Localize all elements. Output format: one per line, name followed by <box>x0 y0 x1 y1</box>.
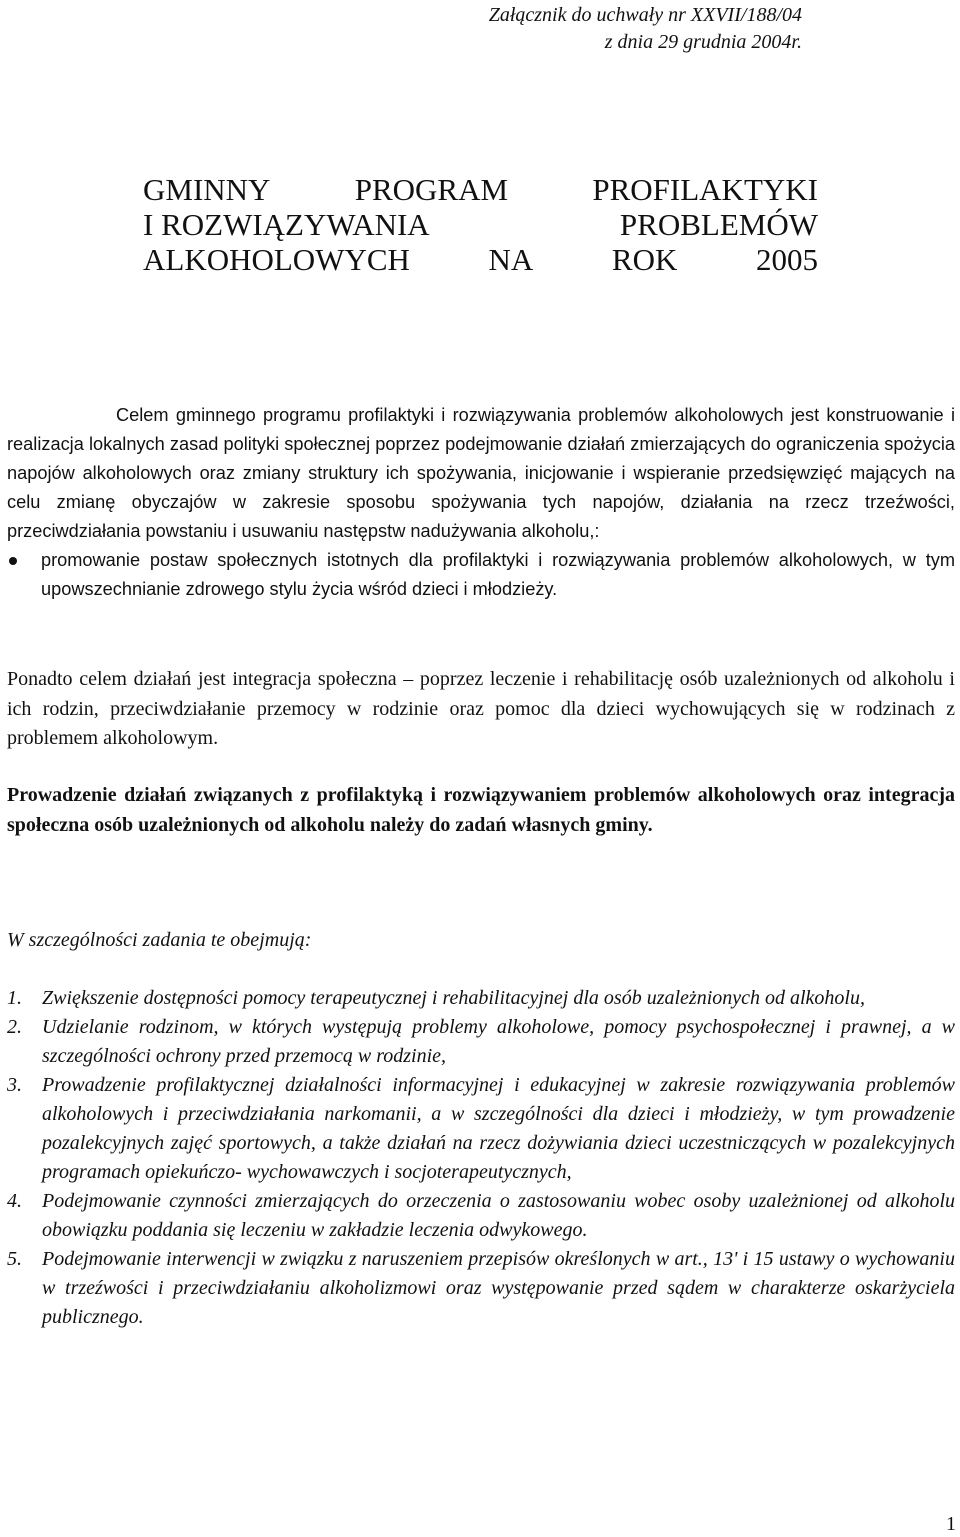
own-tasks-paragraph: Prowadzenie działań związanych z profilaktyką i rozwiązywaniem problemów alkoholowych oraz integracja społeczna osób uzależnionych od alkoholu należy do zadań własnych gminy. <box>7 784 955 836</box>
title-word: ROK <box>611 242 678 277</box>
bullet-item <box>7 546 955 604</box>
program-goal-section <box>7 401 955 604</box>
header-date-line: z dnia 29 grudnia 2004r. <box>604 31 802 53</box>
bullet-text: promowanie postaw społecznych istotnych dla profilaktyki i rozwiązywania problemów alkoholowych, w tym upowszechnianie zdrowego stylu życia wśród dzieci i młodzieży. <box>41 550 955 599</box>
task-text: Udzielanie rodzinom, w których występują problemy alkoholowe, pomocy psychospołecznej i prawnej, a w szczególności ochrony przed przemocą w rodzinie, <box>42 1016 955 1067</box>
title-word: PROBLEMÓW <box>619 207 818 242</box>
document-title <box>143 172 818 277</box>
task-number: 5. <box>7 1248 22 1270</box>
task-number: 4. <box>7 1190 22 1212</box>
title-word: NA <box>488 242 534 277</box>
task-item <box>7 1071 955 1187</box>
task-item <box>7 1013 955 1071</box>
integration-paragraph: Ponadto celem działań jest integracja społeczna – poprzez leczenie i rehabilitację osób uzależnionych od alkoholu i ich rodzin, przeciwdziałanie przemocy w rodzinie oraz pomoc dla dzieci wychowujących się w rodzinach z problemem alkoholowym. <box>7 668 955 749</box>
title-word: ALKOHOLOWYCH <box>143 242 410 277</box>
page-number: 1 <box>946 1513 956 1535</box>
title-word: PROGRAM <box>354 172 509 207</box>
bullet-icon <box>7 546 41 604</box>
title-line-1 <box>143 172 818 207</box>
program-goal-paragraph: Celem gminnego programu profilaktyki i rozwiązywania problemów alkoholowych jest konstruowanie i realizacja lokalnych zasad polityki społecznej poprzez podejmowanie działań zmierzających do ograniczenia spożycia napojów alkoholowych oraz zmiany struktury ich spożywania, inicjowanie i wspieranie przedsięwzięć mających na celu zmianę obyczajów w zakresie sposobu spożywania tych napojów, działania na rzecz trzeźwości, przeciwdziałania powstaniu i usuwaniu następstw nadużywania alkoholu,: <box>7 405 955 541</box>
header-resolution-line: Załącznik do uchwały nr XXVII/188/04 <box>488 4 802 26</box>
task-item <box>7 1187 955 1245</box>
attachment-header <box>489 2 802 56</box>
task-item <box>7 1245 955 1332</box>
title-line-2 <box>143 207 818 242</box>
task-text: Zwiększenie dostępności pomocy terapeutycznej i rehabilitacyjnej dla osób uzależnionych od alkoholu, <box>42 987 865 1009</box>
title-word: 2005 <box>755 242 818 277</box>
task-number: 3. <box>7 1074 22 1096</box>
title-word: GMINNY <box>143 172 271 207</box>
tasks-list <box>7 984 955 1332</box>
title-line-3 <box>143 242 818 277</box>
task-item <box>7 984 955 1013</box>
task-text: Podejmowanie interwencji w związku z naruszeniem przepisów określonych w art., 13' i 15 ustawy o wychowaniu w trzeźwości i przeciwdziałaniu alkoholizmowi oraz występowanie przed sądem w charakterze oskarżyciela publicznego. <box>42 1248 955 1328</box>
task-number: 2. <box>7 1016 22 1038</box>
task-text: Prowadzenie profilaktycznej działalności informacyjnej i edukacyjnej w zakresie rozwiązywania problemów alkoholowych i przeciwdziałania narkomanii, a w szczególności dla dzieci i młodzieży, w tym prowadzenie pozalekcyjnych zajęć sportowych, a także działań na rzecz dożywiania dzieci uczestniczących w pozalekcyjnych programach opiekuńczo- wychowawczych i socjoterapeutycznych, <box>42 1074 955 1183</box>
task-text: Podejmowanie czynności zmierzających do orzeczenia o zastosowaniu wobec osoby uzależnionej od alkoholu obowiązku poddania się leczeniu w zakładzie leczenia odwykowego. <box>42 1190 955 1241</box>
title-word: PROFILAKTYKI <box>592 172 818 207</box>
title-word: I ROZWIĄZYWANIA <box>143 207 430 242</box>
tasks-heading: W szczególności zadania te obejmują: <box>7 929 312 951</box>
task-number: 1. <box>7 987 22 1009</box>
